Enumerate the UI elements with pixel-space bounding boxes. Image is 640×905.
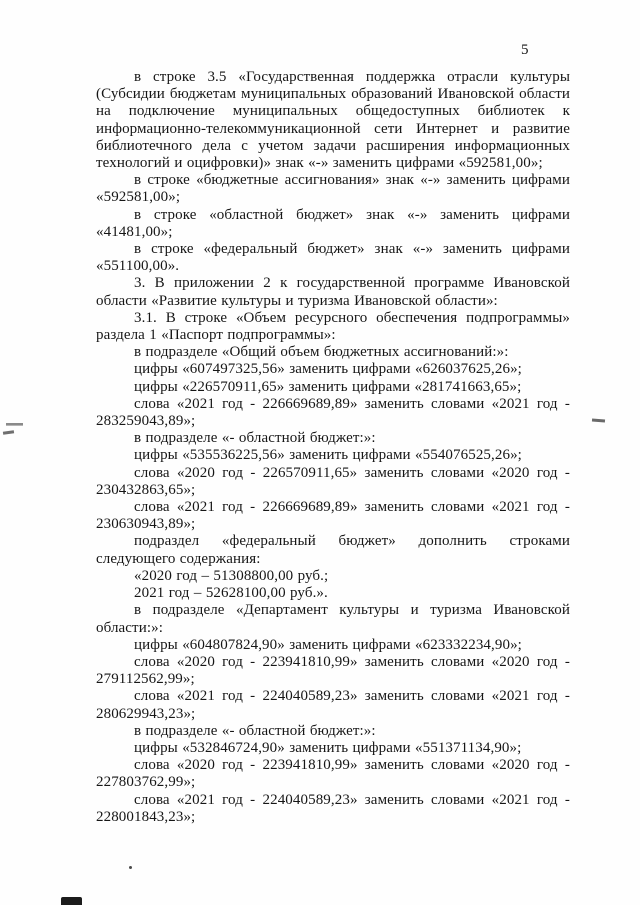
scan-artifact [129, 866, 132, 869]
scan-artifact [592, 419, 605, 423]
paragraph: в строке 3.5 «Государственная поддержка отрасли культуры (Субсидии бюджетам муниципальных образований Ивановской области на подключение муниципальных общедоступных библиотек к информационно-телекоммуникационной сети Интернет и развитие библиотечного дела с учетом задачи расширения информационных технологий и оцифровки)» знак «-» заменить цифрами «592581,00»; [96, 69, 570, 172]
scan-artifact [3, 430, 14, 435]
paragraph: слова «2021 год - 224040589,23» заменить словами «2021 год - 280629943,23»; [96, 688, 570, 722]
paragraph: цифры «535536225,56» заменить цифрами «554076525,26»; [134, 447, 522, 464]
scan-artifact [61, 897, 82, 905]
paragraph: в строке «бюджетные ассигнования» знак «-» заменить цифрами «592581,00»; [96, 172, 570, 206]
page-number: 5 [521, 42, 529, 58]
paragraph: в строке «областной бюджет» знак «-» заменить цифрами «41481,00»; [96, 206, 570, 240]
paragraph: 2021 год – 52628100,00 руб.». [134, 585, 328, 602]
paragraph: слова «2020 год - 223941810,99» заменить словами «2020 год - 279112562,99»; [96, 653, 570, 688]
paragraph: слова «2020 год - 226570911,65» заменить словами «2020 год - 230432863,65»; [96, 464, 570, 498]
paragraph: в строке «федеральный бюджет» знак «-» заменить цифрами «551100,00». [96, 241, 570, 275]
paragraph: в подразделе «- областной бюджет:»: [134, 430, 376, 447]
paragraph: цифры «226570911,65» заменить цифрами «281741663,65»; [134, 378, 522, 395]
paragraph: слова «2021 год - 226669689,89» заменить словами «2021 год - 230630943,89»; [96, 499, 570, 533]
paragraph: в подразделе «Департамент культуры и туризма Ивановской области:»: [96, 602, 570, 636]
paragraph: цифры «607497325,56» заменить цифрами «626037625,26»; [134, 361, 522, 378]
paragraph: слова «2020 год - 223941810,99» заменить словами «2020 год - 227803762,99»; [96, 757, 570, 791]
scan-artifact [6, 423, 23, 425]
document-text [96, 69, 570, 826]
paragraph: цифры «604807824,90» заменить цифрами «623332234,90»; [134, 636, 522, 653]
paragraph: 3. В приложении 2 к государственной программе Ивановской области «Развитие культуры и туризма Ивановской области»: [96, 275, 570, 309]
paragraph: в подразделе «- областной бюджет:»: [134, 722, 376, 739]
paragraph: подраздел «федеральный бюджет» дополнить строками следующего содержания: [96, 533, 570, 567]
paragraph: слова «2021 год - 226669689,89» заменить словами «2021 год - 283259043,89»; [96, 395, 570, 430]
paragraph: цифры «532846724,90» заменить цифрами «551371134,90»; [134, 739, 522, 756]
paragraph: 3.1. В строке «Объем ресурсного обеспечения подпрограммы» раздела 1 «Паспорт подпрограммы»: [96, 309, 570, 344]
paragraph: в подразделе «Общий объем бюджетных ассигнований:»: [134, 344, 509, 361]
paragraph: слова «2021 год - 224040589,23» заменить словами «2021 год - 228001843,23»; [96, 791, 570, 825]
paragraph: «2020 год – 51308800,00 руб.; [134, 567, 329, 584]
